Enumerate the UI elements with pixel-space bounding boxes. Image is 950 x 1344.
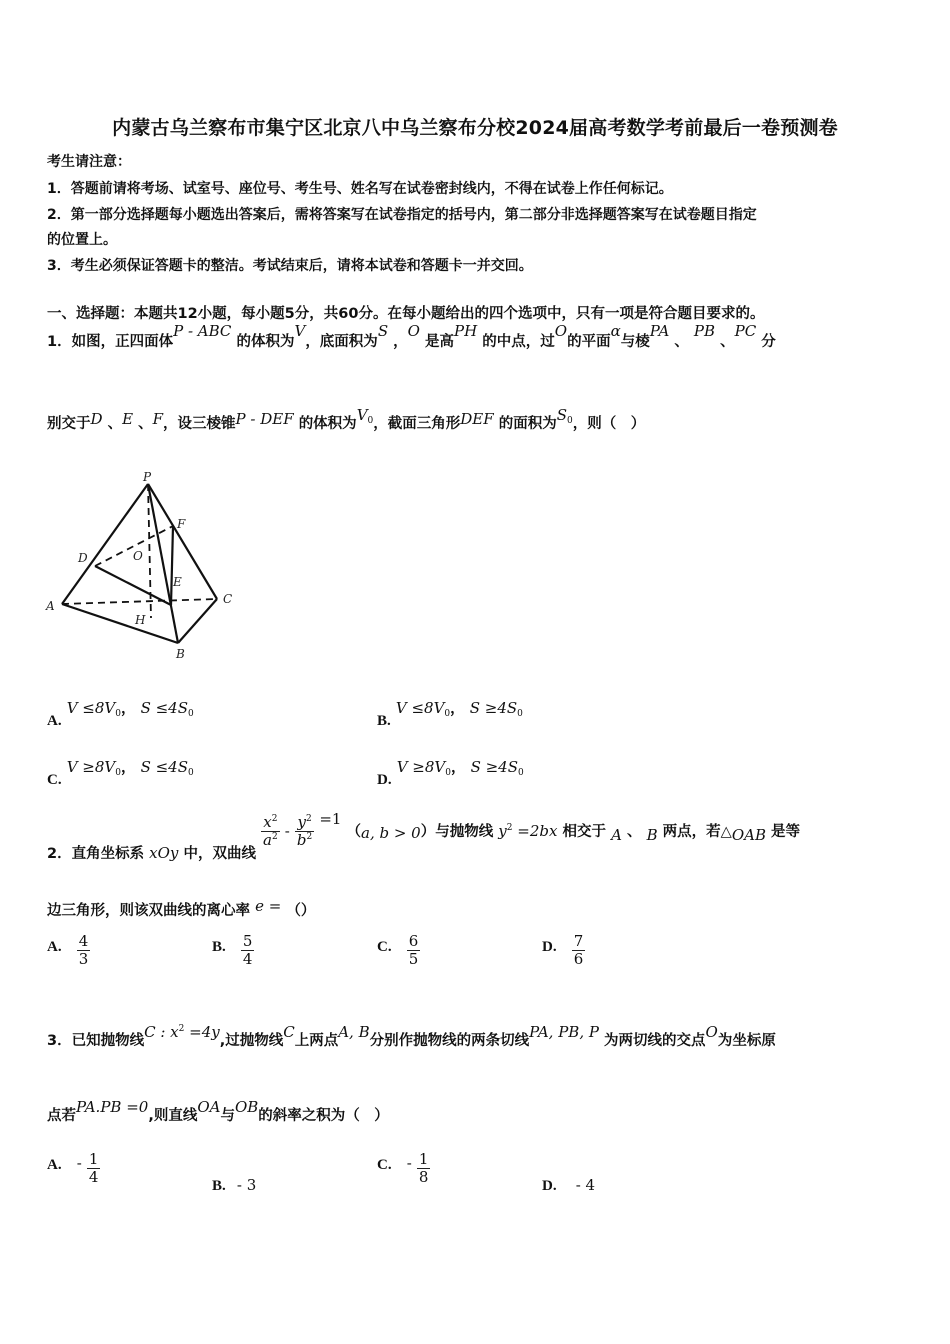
q2-option-b[interactable]: B. $\frac{5}{4}$ — [212, 932, 253, 969]
notice-item-2: 2．第一部分选择题每小题选出答案后，需将答案写在试卷指定的括号内，第二部分非选择题答案写在试卷题目指定 — [47, 207, 757, 223]
section-de — [95, 566, 171, 605]
tetrahedron-figure — [40, 468, 250, 668]
label-h: H — [135, 613, 146, 627]
question-3-line-1: 3．已知抛物线C : $x^2 =4y$,过抛物线C上两点A, B分别作抛物线的两条切线PA, PB, P 为两切线的交点O为坐标原 — [47, 1023, 776, 1049]
q3-option-b[interactable]: B. - 3 — [212, 1176, 257, 1194]
label-f: F — [177, 517, 186, 531]
edge-ab — [62, 604, 178, 643]
q3-option-a[interactable]: A. - $\frac{1}{4}$ — [47, 1150, 99, 1187]
section-ef — [171, 526, 173, 605]
q3-option-d[interactable]: D. - 4 — [542, 1176, 596, 1194]
section-heading: 一、选择题：本题共12小题，每小题5分，共60分。在每小题给出的四个选项中，只有一项是符合题目要求的。 — [47, 306, 765, 322]
edge-ac-hidden — [62, 599, 217, 604]
notice-item-2-cont: 的位置上。 — [47, 232, 117, 248]
edge-bc — [178, 599, 217, 643]
label-b: B — [176, 647, 185, 661]
q2-option-d[interactable]: D. $\frac{7}{6}$ — [542, 932, 584, 969]
notice-item-1: 1．答题前请将考场、试室号、座位号、考生号、姓名写在试卷密封线内，不得在试卷上作任何标记。 — [47, 181, 673, 197]
label-e: E — [173, 575, 182, 589]
label-c: C — [223, 592, 233, 606]
label-o: O — [133, 549, 143, 563]
height-ph — [148, 484, 151, 618]
q2-option-a[interactable]: A. $\frac{4}{3}$ — [47, 932, 89, 969]
question-1-line-2: 别交于D 、E 、F，设三棱锥P - DEF 的体积为$V_0$，截面三角形DEF 的面积为$S_0$，则（ ） — [47, 406, 646, 432]
question-2-line-2: 边三角形，则该双曲线的离心率 e = （） — [47, 897, 316, 919]
question-1-line-1: 1．如图，正四面体P - ABC 的体积为V，底面积为S ，O 是高PH 的中点，过O的平面α与棱PA 、 PB 、PC 分 — [47, 322, 776, 350]
page-title: 内蒙古乌兰察布市集宁区北京八中乌兰察布分校2024届高考数学考前最后一卷预测卷 — [112, 117, 838, 139]
notice-heading: 考生请注意： — [47, 154, 131, 170]
q1-option-b[interactable]: B. $V \le 8V_0$， $S \ge 4S_0$ — [377, 699, 523, 729]
hyperbola-x-term: $\frac{x^2}{a^2}$ — [263, 813, 278, 850]
q3-option-c[interactable]: C. - $\frac{1}{8}$ — [377, 1150, 429, 1187]
q1-option-c[interactable]: C. $V \ge 8V_0$， $S \le 4S_0$ — [47, 758, 194, 788]
q1-option-a[interactable]: A. $V \le 8V_0$， $S \le 4S_0$ — [47, 699, 194, 729]
q2-option-c[interactable]: C. $\frac{6}{5}$ — [377, 932, 419, 969]
q1-option-d[interactable]: D. $V \ge 8V_0$， $S \ge 4S_0$ — [377, 758, 524, 788]
question-3-line-2: 点若PA.PB =0,则直线OA与OB的斜率之积为（ ） — [47, 1098, 389, 1124]
label-d: D — [78, 551, 88, 565]
notice-item-3: 3．考生必须保证答题卡的整洁。考试结束后，请将本试卷和答题卡一并交回。 — [47, 258, 533, 274]
question-2-line-1: 2．直角坐标系 xOy 中，双曲线 $\frac{x^2}{a^2}$ - $\frac{y^2}{b^2}$ =1 （a, b > 0）与抛物线 $y^2 =2bx$ 相交于 A 、 B 两点，若△OAB 是等 — [47, 809, 801, 862]
label-a: A — [46, 599, 55, 613]
hyperbola-y-term: $\frac{y^2}{b^2}$ — [296, 813, 313, 850]
label-p: P — [143, 470, 152, 484]
